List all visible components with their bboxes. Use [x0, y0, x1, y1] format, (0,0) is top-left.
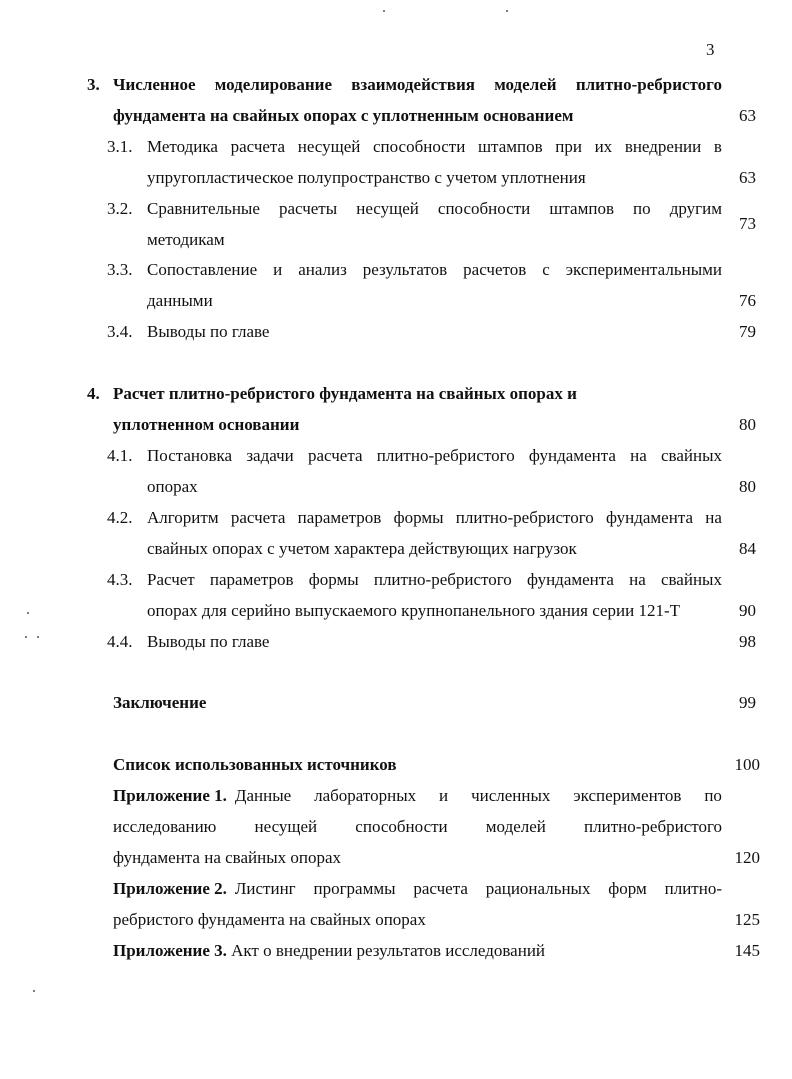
- word: Алгоритм: [147, 508, 219, 527]
- word: расчеты: [278, 199, 338, 218]
- word: Сопоставление: [147, 260, 258, 279]
- appendix-3-line1: [113, 941, 545, 961]
- word: параметров: [209, 570, 294, 589]
- word: моделирование: [214, 75, 332, 94]
- toc-item-number: 3.4.: [107, 322, 133, 341]
- toc-item-line2: методикам: [147, 230, 225, 249]
- scan-speck: [33, 990, 35, 992]
- appendix-1-line1: [113, 786, 722, 806]
- toc-item-text: [147, 446, 722, 466]
- appendix-2-page: 125: [734, 910, 760, 929]
- toc-item-line1: [147, 570, 722, 590]
- toc-item-line2: данными: [147, 291, 213, 310]
- appendix-1-word: моделей: [485, 817, 546, 836]
- word: и: [273, 260, 283, 279]
- appendix-1-word: несущей: [254, 817, 318, 836]
- toc-item-line1: [147, 199, 722, 219]
- word: свайных: [660, 570, 722, 589]
- word: плитно-ребристого: [376, 446, 515, 465]
- word: на: [705, 508, 722, 527]
- toc-item-text: [147, 508, 722, 528]
- references-title: Список использованных источников: [113, 755, 397, 774]
- conclusion-title: Заключение: [113, 693, 207, 712]
- word: лабораторных: [314, 786, 417, 805]
- toc-item-page: 90: [739, 601, 756, 620]
- word: плитно-ребристого: [575, 75, 722, 94]
- appendix-1-label: Приложение 1.: [113, 786, 227, 805]
- word: Сравнительные: [147, 199, 260, 218]
- appendix-1-line2: [113, 817, 722, 837]
- toc-item-text: [147, 137, 722, 157]
- word: способности: [372, 137, 466, 156]
- chapter-4-page: 80: [739, 415, 756, 434]
- toc-item-page: 73: [739, 214, 756, 233]
- word: фундамента: [526, 570, 614, 589]
- scan-speck: [25, 636, 27, 638]
- word: форм: [608, 879, 647, 898]
- word: внедрении: [624, 137, 702, 156]
- chapter-3-title-line1: [113, 75, 722, 95]
- word: формы: [308, 570, 359, 589]
- appendix-3-page: 145: [734, 941, 760, 960]
- toc-item-page: 76: [739, 291, 756, 310]
- appendix-3-label: Приложение 3.: [113, 941, 227, 960]
- word: численных: [471, 786, 551, 805]
- word: взаимодействия: [351, 75, 475, 94]
- chapter-3-number: 3.: [87, 75, 100, 94]
- toc-item-number: 4.4.: [107, 632, 133, 651]
- toc-item-page: 80: [739, 477, 756, 496]
- word: расчета: [230, 137, 286, 156]
- word: при: [555, 137, 582, 156]
- chapter-4-title-line1: Расчет плитно-ребристого фундамента на свайных опорах и: [113, 384, 577, 403]
- word: рациональных: [485, 879, 591, 898]
- appendix-3-text: Акт о внедрении результатов исследований: [231, 941, 546, 960]
- word: анализ: [298, 260, 347, 279]
- scan-speck: [27, 612, 29, 614]
- toc-item-line1: [147, 446, 722, 466]
- word: программы: [313, 879, 396, 898]
- word: Расчет: [147, 570, 195, 589]
- page-number: 3: [706, 40, 715, 59]
- word: штампов: [549, 199, 614, 218]
- toc-item-line1: [147, 137, 722, 157]
- word: Численное: [113, 75, 196, 94]
- word: на: [630, 446, 647, 465]
- toc-item-line2: свайных опорах с учетом характера действующих нагрузок: [147, 539, 577, 558]
- toc-item-line2: упругопластическое полупространство с учетом уплотнения: [147, 168, 586, 187]
- word: расчета: [230, 508, 286, 527]
- word: свайных: [660, 446, 722, 465]
- toc-item-number: 3.3.: [107, 260, 133, 279]
- chapter-3-title-line2: фундамента на свайных опорах с уплотненным основанием: [113, 106, 574, 125]
- toc-item-page: 98: [739, 632, 756, 651]
- word: по: [704, 786, 722, 805]
- word: расчетов: [463, 260, 527, 279]
- toc-item-number: 4.2.: [107, 508, 133, 527]
- toc-item-line2: опорах для серийно выпускаемого крупнопанельного здания серии 121-Т: [147, 601, 680, 620]
- appendix-2-line2: ребристого фундамента на свайных опорах: [113, 910, 426, 929]
- appendix-1-word: способности: [355, 817, 448, 836]
- word: плитно-ребристого: [455, 508, 594, 527]
- word: несущей: [297, 137, 361, 156]
- word: параметров: [297, 508, 382, 527]
- toc-item-line2: опорах: [147, 477, 198, 496]
- toc-item-number: 3.1.: [107, 137, 133, 156]
- appendix-2-line1: [113, 879, 722, 899]
- appendix-1-page: 120: [734, 848, 760, 867]
- word: фундамента: [606, 508, 693, 527]
- word: в: [713, 137, 722, 156]
- word: моделей: [494, 75, 557, 94]
- chapter-3-title-text: [113, 75, 722, 95]
- toc-item-page: 63: [739, 168, 756, 187]
- toc-item-line1: [147, 260, 722, 280]
- toc-item-line1: Выводы по главе: [147, 632, 270, 651]
- word: расчета: [413, 879, 468, 898]
- toc-item-line1: Выводы по главе: [147, 322, 270, 341]
- appendix-1-word: исследованию: [113, 817, 217, 836]
- word: экспериментов: [573, 786, 682, 805]
- toc-item-number: 4.1.: [107, 446, 133, 465]
- word: фундамента: [528, 446, 616, 465]
- chapter-3-page: 63: [739, 106, 756, 125]
- appendix-1-word: плитно-ребристого: [584, 817, 722, 836]
- toc-item-number: 4.3.: [107, 570, 133, 589]
- toc-item-page: 84: [739, 539, 756, 558]
- word: Листинг: [234, 879, 296, 898]
- scan-speck: [383, 10, 385, 12]
- appendix-1-line3: фундамента на свайных опорах: [113, 848, 342, 867]
- toc-item-text: [147, 199, 722, 219]
- word: плитно-: [664, 879, 722, 898]
- chapter-4-number: 4.: [87, 384, 100, 403]
- word: способности: [437, 199, 531, 218]
- scan-speck: [506, 10, 508, 12]
- references-page: 100: [734, 755, 760, 774]
- conclusion-page: 99: [739, 693, 756, 712]
- word: их: [594, 137, 613, 156]
- word: задачи: [246, 446, 294, 465]
- appendix-2-text: [235, 879, 722, 899]
- word: результатов: [362, 260, 448, 279]
- toc-item-page: 79: [739, 322, 756, 341]
- word: несущей: [356, 199, 419, 218]
- word: Постановка: [147, 446, 233, 465]
- word: другим: [669, 199, 722, 218]
- word: Данные: [234, 786, 292, 805]
- word: штампов: [477, 137, 543, 156]
- word: расчета: [307, 446, 363, 465]
- toc-item-text: [147, 260, 722, 280]
- word: по: [633, 199, 651, 218]
- appendix-2-label: Приложение 2.: [113, 879, 227, 898]
- toc-item-text: [147, 570, 722, 590]
- word: экспериментальными: [565, 260, 722, 279]
- scan-speck: [37, 636, 39, 638]
- toc-item-line1: [147, 508, 722, 528]
- chapter-4-title-line2: уплотненном основании: [113, 415, 300, 434]
- word: на: [629, 570, 646, 589]
- appendix-1-text: [235, 786, 722, 806]
- word: Методика: [147, 137, 218, 156]
- word: формы: [393, 508, 444, 527]
- word: с: [542, 260, 550, 279]
- toc-item-number: 3.2.: [107, 199, 133, 218]
- word: плитно-ребристого: [373, 570, 512, 589]
- word: и: [439, 786, 449, 805]
